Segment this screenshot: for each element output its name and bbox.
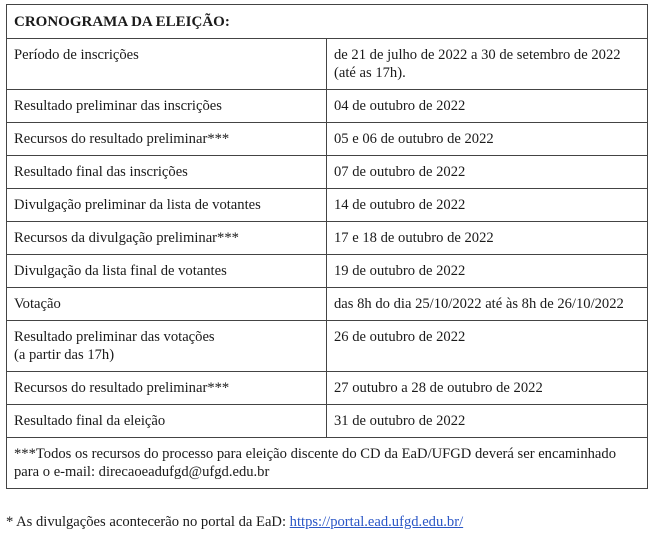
table-row bbox=[7, 222, 648, 255]
row-label: Recursos do resultado preliminar*** bbox=[7, 372, 327, 405]
row-label: Divulgação preliminar da lista de votantes bbox=[7, 189, 327, 222]
row-value: 26 de outubro de 2022 bbox=[327, 321, 648, 372]
row-value: 14 de outubro de 2022 bbox=[327, 189, 648, 222]
row-value: 27 outubro a 28 de outubro de 2022 bbox=[327, 372, 648, 405]
election-schedule-table bbox=[6, 4, 648, 489]
table-row bbox=[7, 321, 648, 372]
table-title: CRONOGRAMA DA ELEIÇÃO: bbox=[7, 5, 648, 39]
table-row bbox=[7, 123, 648, 156]
table-row bbox=[7, 405, 648, 438]
row-label: Divulgação da lista final de votantes bbox=[7, 255, 327, 288]
table-note-row bbox=[7, 438, 648, 489]
row-label: Recursos da divulgação preliminar*** bbox=[7, 222, 327, 255]
table-row bbox=[7, 156, 648, 189]
row-value: 04 de outubro de 2022 bbox=[327, 90, 648, 123]
row-value: 05 e 06 de outubro de 2022 bbox=[327, 123, 648, 156]
table-row bbox=[7, 90, 648, 123]
row-value: 19 de outubro de 2022 bbox=[327, 255, 648, 288]
table-row bbox=[7, 255, 648, 288]
row-label-line2: (a partir das 17h) bbox=[14, 347, 115, 363]
row-label: Resultado final das inscrições bbox=[7, 156, 327, 189]
footer-text: * As divulgações acontecerão no portal da EaD: bbox=[6, 514, 290, 530]
table-row bbox=[7, 39, 648, 90]
row-label: Período de inscrições bbox=[7, 39, 327, 90]
row-value: 17 e 18 de outubro de 2022 bbox=[327, 222, 648, 255]
row-label: Votação bbox=[7, 288, 327, 321]
row-label: Resultado final da eleição bbox=[7, 405, 327, 438]
table-row bbox=[7, 372, 648, 405]
row-label: Resultado preliminar das inscrições bbox=[7, 90, 327, 123]
row-value: de 21 de julho de 2022 a 30 de setembro de 2022 (até as 17h). bbox=[327, 39, 648, 90]
table-row bbox=[7, 189, 648, 222]
footer-note bbox=[6, 513, 463, 531]
table-title-row bbox=[7, 5, 648, 39]
table-row bbox=[7, 288, 648, 321]
row-value: 31 de outubro de 2022 bbox=[327, 405, 648, 438]
appeals-note: ***Todos os recursos do processo para eleição discente do CD da EaD/UFGD deverá ser encaminhado para o e-mail: direcaoeadufgd@ufgd.edu.br bbox=[7, 438, 648, 489]
row-label-line1: Resultado preliminar das votações bbox=[14, 329, 215, 345]
row-label: Recursos do resultado preliminar*** bbox=[7, 123, 327, 156]
portal-link[interactable]: https://portal.ead.ufgd.edu.br/ bbox=[289, 514, 464, 530]
row-value: 07 de outubro de 2022 bbox=[327, 156, 648, 189]
row-label bbox=[7, 321, 327, 372]
row-value: das 8h do dia 25/10/2022 até às 8h de 26/10/2022 bbox=[327, 288, 648, 321]
